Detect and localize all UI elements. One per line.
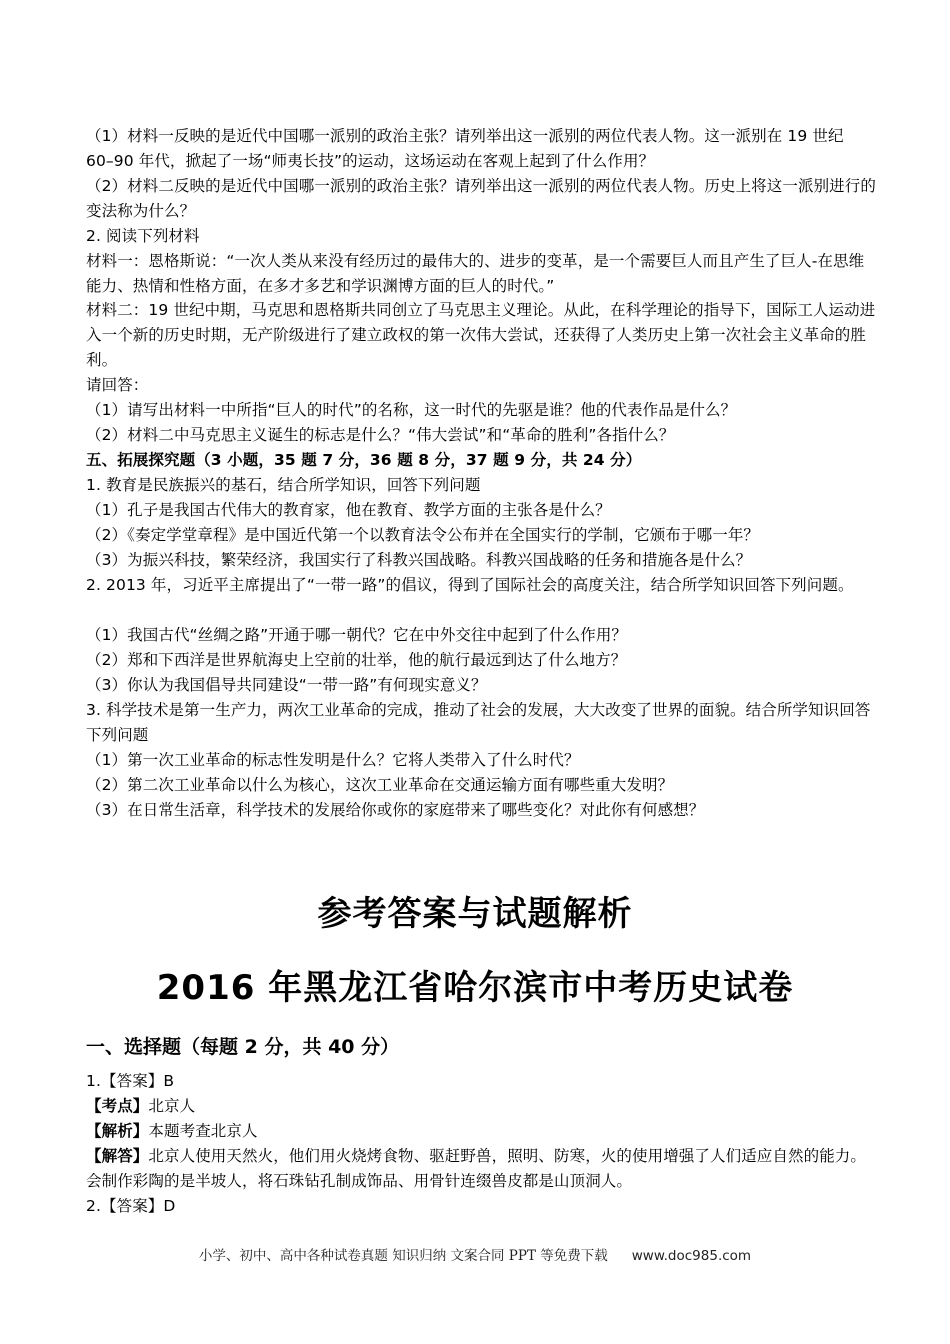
exam-title: 2016 年黑龙江省哈尔滨市中考历史试卷 — [156, 968, 794, 1008]
answer-tag: 【答案】 — [101, 1072, 164, 1090]
extension-question-3-3: （3）在日常生活章，科学技术的发展给你或你的家庭带来了哪些变化？对此你有何感想？ — [86, 801, 705, 819]
answer-1-point — [86, 1094, 876, 1119]
material-one: 材料一：恩格斯说：“一次人类从来没有经历过的最伟大的、进步的变革，是一个需要巨人而且产生了巨人-在思维能力、热情和性格方面，在多才多艺和学识渊博方面的巨人的时代。” — [86, 252, 865, 295]
answer-1-line — [86, 1069, 876, 1094]
solution-tag: 【解答】 — [86, 1147, 149, 1165]
analysis-tag: 【解析】 — [86, 1122, 149, 1140]
extension-question-2-2: （2）郑和下西洋是世界航海史上空前的壮举，他的航行最远到达了什么地方？ — [86, 651, 627, 669]
point-tag: 【考点】 — [86, 1097, 149, 1115]
answers-title: 参考答案与试题解析 — [317, 894, 633, 934]
answer-value: D — [163, 1197, 176, 1215]
section-one-heading: 一、选择题（每题 2 分，共 40 分） — [86, 1036, 400, 1058]
page-footer — [0, 1244, 950, 1264]
please-answer-label: 请回答： — [86, 376, 149, 394]
extension-question-2-1: （1）我国古代“丝绸之路”开通于哪一朝代？它在中外交往中起到了什么作用？ — [86, 626, 628, 644]
solution-text: 北京人使用天然火，他们用火烧烤食物、驱赶野兽，照明、防寒，火的使用增强了人们适应自然的能力。会制作彩陶的是半坡人，将石珠钻孔制成饰品、用骨针连缀兽皮都是山顶洞人。 — [86, 1147, 867, 1190]
extension-question-1-2: （2）《奏定学堂章程》是中国近代第一个以教育法令公布并在全国实行的学制，它颁布于哪一年？ — [86, 526, 760, 544]
answer-2-line — [86, 1194, 876, 1219]
extension-question-3-2: （2）第二次工业革命以什么为核心，这次工业革命在交通运输方面有哪些重大发明？ — [86, 776, 674, 794]
answer-1-analysis — [86, 1119, 876, 1144]
footer-url: www.doc985.com — [631, 1248, 752, 1264]
extension-question-3-1: （1）第一次工业革命的标志性发明是什么？它将人类带入了什么时代？ — [86, 751, 580, 769]
extension-question-1-1: （1）孔子是我国古代伟大的教育家，他在教育、教学方面的主张各是什么？ — [86, 501, 611, 519]
question-2-heading: 2. 阅读下列材料 — [86, 227, 200, 245]
point-text: 北京人 — [148, 1097, 196, 1115]
answer-number: 1. — [86, 1072, 101, 1090]
material-two: 材料二：19 世纪中期，马克思和恩格斯共同创立了马克思主义理论。从此，在科学理论的指导下，国际工人运动进入一个新的历史时期，无产阶级进行了建立政权的第一次伟大尝试，还获得了人类历史上第一次社会主义革命的胜利。 — [86, 301, 876, 369]
answer-tag: 【答案】 — [101, 1197, 164, 1215]
extension-question-3: 3. 科学技术是第一生产力，两次工业革命的完成，推动了社会的发展，大大改变了世界的面貌。结合所学知识回答下列问题 — [86, 701, 871, 744]
question-2-2: （2）材料二中马克思主义诞生的标志是什么？“伟大尝试”和“革命的胜利”各指什么？ — [86, 426, 675, 444]
section-five-heading: 五、拓展探究题（3 小题，35 题 7 分，36 题 8 分，37 题 9 分，共 24 分） — [86, 451, 642, 469]
extension-question-1: 1. 教育是民族振兴的基石，结合所学知识，回答下列问题 — [86, 476, 481, 494]
question-1-2: （2）材料二反映的是近代中国哪一派别的政治主张？请列举出这一派别的两位代表人物。历史上将这一派别进行的变法称为什么？ — [86, 177, 876, 220]
extension-question-1-3: （3）为振兴科技，繁荣经济，我国实行了科教兴国战略。科教兴国战略的任务和措施各是什么？ — [86, 551, 752, 569]
question-1-1: （1）材料一反映的是近代中国哪一派别的政治主张？请列举出这一派别的两位代表人物。这一派别在 19 世纪 60–90 年代，掀起了一场“师夷长技”的运动，这场运动在客观上起到了什么作用？ — [86, 127, 844, 170]
answer-1-solution — [86, 1144, 876, 1194]
extension-question-2: 2. 2013 年，习近平主席提出了“一带一路”的倡议，得到了国际社会的高度关注，结合所学知识回答下列问题。 — [86, 576, 854, 594]
analysis-text: 本题考查北京人 — [148, 1122, 258, 1140]
extension-question-2-3: （3）你认为我国倡导共同建设“一带一路”有何现实意义？ — [86, 676, 487, 694]
question-2-1: （1）请写出材料一中所指“巨人的时代”的名称，这一时代的先驱是谁？他的代表作品是什么？ — [86, 401, 737, 419]
answer-value: B — [163, 1072, 175, 1090]
answer-number: 2. — [86, 1197, 101, 1215]
footer-text: 小学、初中、高中各种试卷真题 知识归纳 文案合同 PPT 等免费下载 — [198, 1248, 608, 1264]
